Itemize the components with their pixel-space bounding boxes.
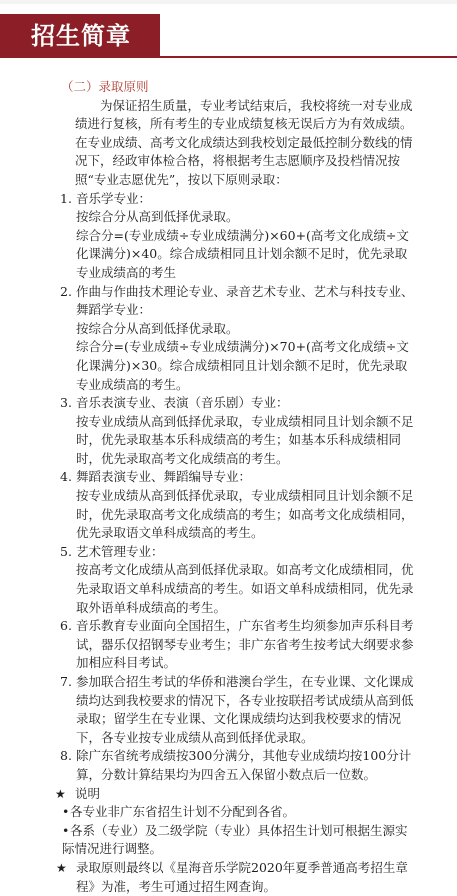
note-text: 各系（专业）及二级学院（专业）具体招生计划可根据生源实际情况进行调整。	[62, 822, 408, 857]
top-rule	[0, 0, 457, 4]
list-item-text: 参加联合招生考试的华侨和港澳台学生，在专业课、文化课成绩均达到我校要求的情况下，各专业按联招考试成绩从高到低录取；留学生在专业课、文化课成绩均达到我校要求的情况下，各专业按专业成绩从高到低择优录取。	[76, 674, 414, 745]
list-item-title: 音乐表演专业、表演（音乐剧）专业：	[76, 395, 289, 411]
notes-heading	[55, 785, 457, 804]
section-title: （二）录取原则	[61, 79, 149, 94]
list-item	[60, 190, 416, 283]
list-item	[60, 468, 416, 542]
list-item-text: 按综合分从高到低择优录取。	[76, 209, 239, 225]
list-item-text: 按综合分从高到低择优录取。	[76, 320, 239, 336]
list-item-text: 综合分=(专业成绩÷专业成绩满分)×60+(高考文化成绩÷文化课满分)×40。综合成绩相同且计划余额不足时，优先录取专业成绩高的考生	[76, 227, 409, 280]
list-item-number: 6.	[60, 618, 72, 634]
list-item-text: 音乐教育专业面向全国招生，广东省考生均须参加声乐科目考试，器乐仅招钢琴专业考生；非广东省考生按考试大纲要求参加相应科目考试。	[76, 618, 414, 671]
list-item-title: 音乐学专业：	[76, 190, 152, 206]
list-item-text: 按专业成绩从高到低择优录取，专业成绩相同且计划余额不足时，优先录取基本乐科成绩高的考生；如基本乐科成绩相同时，优先录取高考文化成绩高的考生。	[76, 413, 414, 466]
bullet-icon: •	[62, 804, 70, 820]
rules-list	[0, 190, 457, 785]
note-text: 各专业非广东省招生计划不分配到各省。	[70, 804, 296, 820]
page-title: 招生简章	[0, 14, 160, 58]
note-bullet	[62, 822, 412, 859]
bullet-icon: •	[62, 822, 70, 838]
list-item-text: 按高考文化成绩从高到低择优录取。如高考文化成绩相同，优先录取语文单科成绩高的考生。如语文单科成绩相同，优先录取外语单科成绩高的考生。	[76, 562, 414, 615]
note-bullet	[62, 803, 412, 822]
list-item-number: 2.	[60, 283, 72, 299]
list-item-number: 1.	[60, 190, 72, 206]
notes-heading-label: 说明	[75, 785, 101, 801]
list-item-number: 8.	[60, 748, 72, 764]
list-item	[60, 543, 416, 617]
list-item	[60, 394, 416, 468]
list-item-title: 舞蹈表演专业、舞蹈编导专业：	[76, 469, 252, 485]
list-item-number: 4.	[60, 469, 72, 485]
list-item	[60, 283, 416, 395]
list-item	[60, 673, 416, 747]
intro-paragraph: 为保证招生质量，专业考试结束后，我校将统一对专业成绩进行复核，所有考生的专业成绩复核无误后方为有效成绩。在专业成绩、高考文化成绩达到我校划定最低控制分数线的情况下，经政审体检合格，将根据考生志愿顺序及投档情况按照“专业志愿优先”，按以下原则录取：	[75, 97, 413, 187]
list-item-number: 3.	[60, 395, 72, 411]
list-item	[60, 747, 416, 784]
list-item-number: 7.	[60, 674, 72, 689]
list-item-title: 艺术管理专业：	[76, 543, 164, 559]
final-note-text: 录取原则最终以《星海音乐学院2020年夏季普通高考招生章程》为准，考生可通过招生网查询。	[76, 859, 408, 894]
list-item-text: 除广东省统考成绩按300分满分，其他专业成绩均按100分计算，分数计算结果均为四舍五入保留小数点后一位数。	[76, 748, 412, 782]
header-divider	[160, 56, 457, 58]
document-body	[0, 78, 457, 896]
list-item-text: 按专业成绩从高到低择优录取，专业成绩相同且计划余额不足时，优先录取高考文化成绩高的考生；如高考文化成绩相同，优先录取语文单科成绩高的考生。	[76, 488, 414, 541]
star-icon: ★	[55, 786, 66, 801]
list-item-text: 综合分=(专业成绩÷专业成绩满分)×70+(高考文化成绩÷文化课满分)×30。综合成绩相同且计划余额不足时，优先录取专业成绩高的考生。	[76, 339, 409, 392]
star-icon: ★	[56, 860, 67, 875]
final-note	[56, 859, 416, 896]
list-item	[60, 617, 416, 673]
list-item-number: 5.	[60, 543, 72, 559]
list-item-title: 作曲与作曲技术理论专业、录音艺术专业、艺术与科技专业、舞蹈学专业：	[76, 283, 414, 318]
